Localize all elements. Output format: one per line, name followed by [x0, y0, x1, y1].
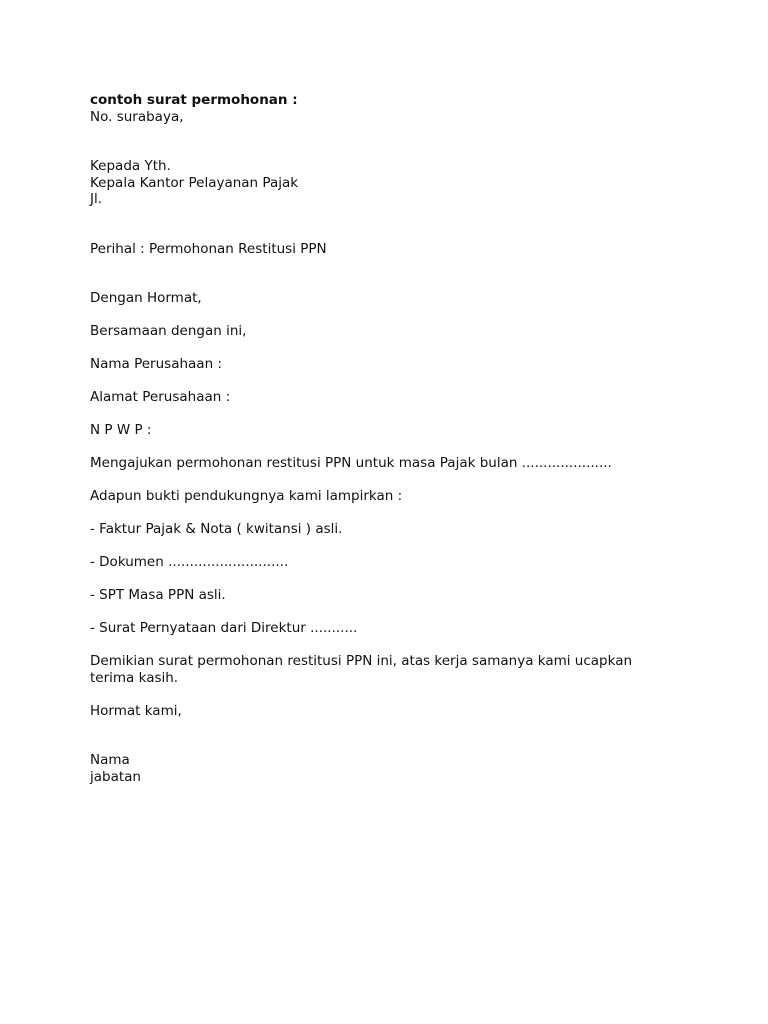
letter-intro: Bersamaan dengan ini,: [90, 323, 247, 339]
field-company-address: Alamat Perusahaan :: [90, 389, 231, 405]
letter-number-city: No. surabaya,: [90, 108, 184, 125]
attachment-item: - Surat Pernyataan dari Direktur ...........: [90, 620, 358, 636]
field-npwp: N P W P :: [90, 422, 152, 438]
signature-position: jabatan: [90, 768, 141, 785]
letter-body: [90, 92, 690, 785]
signature-name: Nama: [90, 752, 130, 768]
letter-greeting: Dengan Hormat,: [90, 290, 202, 306]
letter-heading: contoh surat permohonan :: [90, 92, 298, 108]
letter-subject: Perihal : Permohonan Restitusi PPN: [90, 240, 327, 257]
recipient-salutation: Kepada Yth.: [90, 158, 171, 174]
field-company-name: Nama Perusahaan :: [90, 356, 222, 372]
recipient-address: Jl.: [90, 191, 103, 207]
letter-sign-off: Hormat kami,: [90, 702, 182, 719]
letter-closing: Demikian surat permohonan restitusi PPN ini, atas kerja samanya kami ucapkan terima kasih.: [90, 653, 633, 686]
letter-request: Mengajukan permohonan restitusi PPN untuk masa Pajak bulan .....................: [90, 455, 612, 471]
attachment-item: - Dokumen ............................: [90, 554, 289, 570]
recipient-title: Kepala Kantor Pelayanan Pajak: [90, 174, 299, 191]
attachment-item: - Faktur Pajak & Nota ( kwitansi ) asli.: [90, 521, 343, 537]
attachments-intro: Adapun bukti pendukungnya kami lampirkan :: [90, 488, 403, 504]
attachment-item: - SPT Masa PPN asli.: [90, 587, 226, 603]
